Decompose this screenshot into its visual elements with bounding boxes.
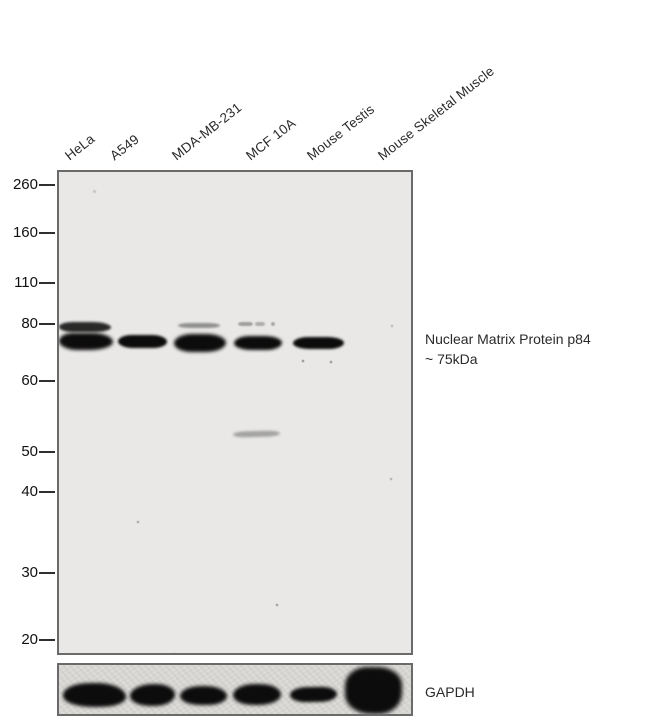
band-mouse-testis-75kda [293, 337, 344, 349]
mw-marker-label-30: 30 [21, 564, 38, 581]
gapdh-band-mcf10a [233, 684, 281, 706]
mw-marker-label-50: 50 [21, 443, 38, 460]
lane-label-hela: HeLa [62, 131, 98, 164]
band-mcf10a-75kda [234, 336, 282, 350]
mw-marker-tick-260 [39, 184, 55, 186]
band-mda-mb-231-75kda [174, 334, 226, 352]
blot-speck-1 [93, 190, 96, 193]
blot-speck-4 [330, 361, 332, 363]
band-mcf10a-80kda-faint-b [255, 322, 265, 326]
blot-speck-2 [391, 325, 393, 327]
lane-label-mcf-10a: MCF 10A [243, 115, 299, 164]
mw-marker-tick-60 [39, 380, 55, 382]
lane-label-mouse-skeletal-muscle: Mouse Skeletal Muscle [375, 63, 498, 164]
gapdh-band-hela [63, 682, 126, 707]
mw-marker-tick-160 [39, 232, 55, 234]
gapdh-band-a549 [130, 683, 176, 706]
target-molecular-weight: ~ 75kDa [425, 351, 478, 367]
blot-speck-7 [276, 604, 278, 606]
gapdh-band-mouse-testis [290, 687, 337, 703]
blot-speck-8 [173, 653, 175, 655]
mw-marker-label-60: 60 [21, 372, 38, 389]
blot-speck-5 [390, 478, 392, 480]
gapdh-band-mda-mb-231 [180, 686, 227, 705]
mw-marker-label-20: 20 [21, 631, 38, 648]
mw-marker-tick-40 [39, 491, 55, 493]
mw-marker-tick-30 [39, 572, 55, 574]
mw-marker-tick-50 [39, 451, 55, 453]
loading-control-panel [57, 663, 413, 716]
band-mcf10a-52kda-faint [233, 430, 280, 437]
mw-marker-tick-110 [39, 282, 55, 284]
band-mcf10a-80kda-faint-a [238, 322, 253, 326]
band-mcf10a-80kda-faint-c [271, 322, 275, 326]
mw-marker-label-80: 80 [21, 315, 38, 332]
mw-marker-tick-20 [39, 639, 55, 641]
lane-label-mouse-testis: Mouse Testis [304, 101, 378, 164]
mw-marker-tick-80 [39, 323, 55, 325]
main-blot-panel [57, 170, 413, 655]
target-protein-name: Nuclear Matrix Protein p84 [425, 331, 591, 347]
mw-marker-label-260: 260 [12, 176, 38, 193]
blot-speck-6 [137, 521, 139, 523]
lane-label-a549: A549 [107, 131, 142, 164]
target-annotation [425, 329, 591, 369]
mw-marker-label-160: 160 [12, 224, 38, 241]
gapdh-band-mouse-skeletal-muscle [345, 667, 402, 714]
band-hela-80kda [59, 322, 111, 332]
band-a549-75kda [118, 335, 167, 348]
band-hela-75kda [59, 333, 113, 350]
loading-control-label: GAPDH [425, 684, 475, 700]
band-mda-mb-231-80kda-faint [178, 323, 220, 328]
lane-label-mda-mb-231: MDA-MB-231 [169, 99, 245, 164]
blot-speck-3 [302, 360, 304, 362]
mw-marker-label-40: 40 [21, 483, 38, 500]
mw-marker-label-110: 110 [14, 274, 38, 291]
